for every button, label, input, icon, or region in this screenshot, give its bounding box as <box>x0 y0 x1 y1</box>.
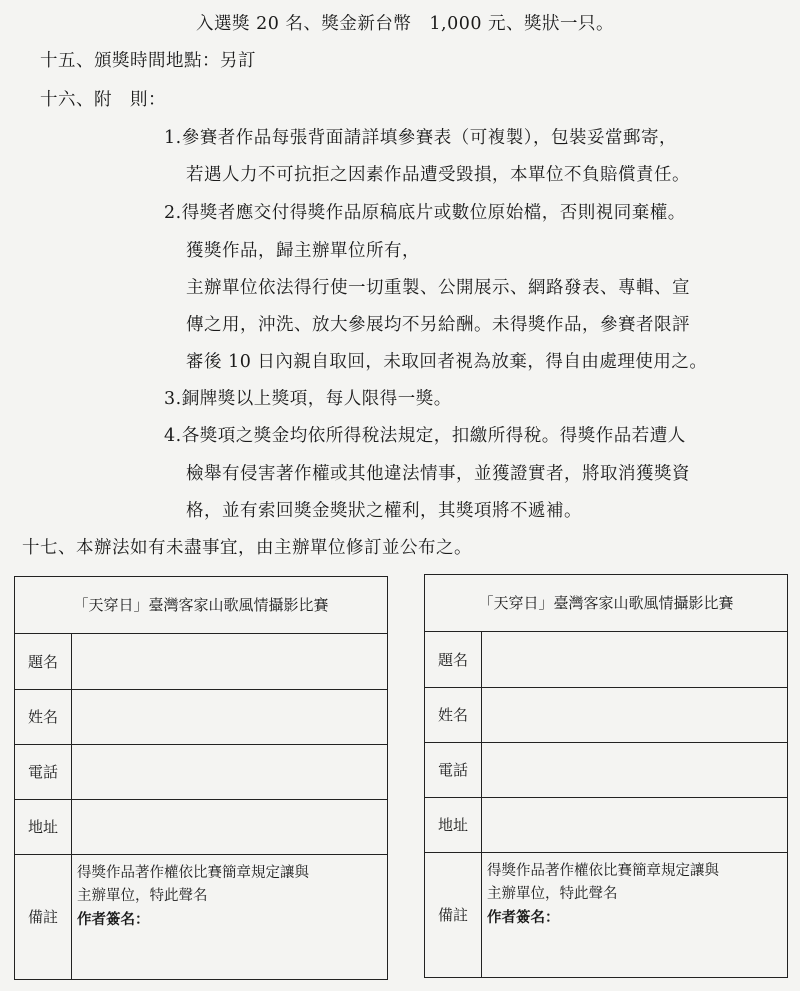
address-label: 地址 <box>425 797 482 852</box>
entry-form-left <box>14 576 388 980</box>
rule-3: 3.銅牌獎以上獎項，每人限得一獎。 <box>164 389 452 409</box>
rule-2-line-5: 審後 10 日內親自取回，未取回者視為放棄，得自由處理使用之。 <box>186 352 708 372</box>
title-row <box>425 631 787 688</box>
phone-label: 電話 <box>425 742 482 797</box>
rule-2-line-1: 2.得獎者應交付得獎作品原稿底片或數位原始檔，否則視同棄權。 <box>164 203 686 223</box>
entry-form-title: 「天穿日」臺灣客家山歌風情攝影比賽 <box>15 577 387 634</box>
remarks-text-1: 得獎作品著作權依比賽簡章規定讓與 <box>77 865 309 881</box>
name-row <box>425 687 787 743</box>
rule-4-line-2: 檢舉有侵害著作權或其他違法情事，並獲證實者，將取消獲獎資 <box>186 464 690 484</box>
rule-1-line-1: 1.參賽者作品每張背面請詳填參賽表（可複製），包裝妥當郵寄， <box>164 128 677 148</box>
remarks-note <box>487 860 719 930</box>
remarks-text-2: 主辦單位，特此聲名 <box>487 886 618 902</box>
section-15-award-time: 十五、頒獎時間地點：另訂 <box>40 51 256 71</box>
address-label: 地址 <box>15 799 72 854</box>
name-label: 姓名 <box>15 689 72 744</box>
section-16-heading: 十六、附 則： <box>40 90 166 110</box>
title-row <box>15 633 387 690</box>
phone-row <box>15 744 387 800</box>
rule-2-line-2: 獲獎作品，歸主辦單位所有， <box>186 241 420 261</box>
rule-4-line-3: 格，並有索回獎金獎狀之權利，其獎項將不遞補。 <box>186 501 582 521</box>
phone-label: 電話 <box>15 744 72 799</box>
rule-1-line-2: 若遇人力不可抗拒之因素作品遭受毀損，本單位不負賠償責任。 <box>186 165 690 185</box>
remarks-label: 備註 <box>15 854 72 979</box>
signature-label: 作者簽名： <box>77 911 150 928</box>
rule-4-line-1: 4.各獎項之獎金均依所得稅法規定，扣繳所得稅。得獎作品若遭人 <box>164 426 686 446</box>
remarks-note <box>77 862 309 932</box>
entry-form-title: 「天穿日」臺灣客家山歌風情攝影比賽 <box>425 575 787 632</box>
address-row <box>15 799 387 855</box>
prize-line-selected: 入選獎 20 名、獎金新台幣 1,000 元、獎狀一只。 <box>196 14 615 34</box>
phone-row <box>425 742 787 798</box>
remarks-label: 備註 <box>425 852 482 977</box>
section-17: 十七、本辦法如有未盡事宜，由主辦單位修訂並公布之。 <box>22 538 472 558</box>
remarks-row <box>425 852 787 977</box>
remarks-text-2: 主辦單位，特此聲名 <box>77 888 208 904</box>
entry-form-right <box>424 574 788 978</box>
remarks-text-1: 得獎作品著作權依比賽簡章規定讓與 <box>487 863 719 879</box>
name-row <box>15 689 387 745</box>
address-row <box>425 797 787 853</box>
rule-2-line-4: 傳之用，沖洗、放大參展均不另給酬。未得獎作品，參賽者限評 <box>186 315 690 335</box>
title-label: 題名 <box>425 631 482 687</box>
signature-label: 作者簽名： <box>487 909 560 926</box>
name-label: 姓名 <box>425 687 482 742</box>
title-label: 題名 <box>15 633 72 689</box>
rule-2-line-3: 主辦單位依法得行使一切重製、公開展示、網路發表、專輯、宣 <box>186 278 690 298</box>
remarks-row <box>15 854 387 979</box>
